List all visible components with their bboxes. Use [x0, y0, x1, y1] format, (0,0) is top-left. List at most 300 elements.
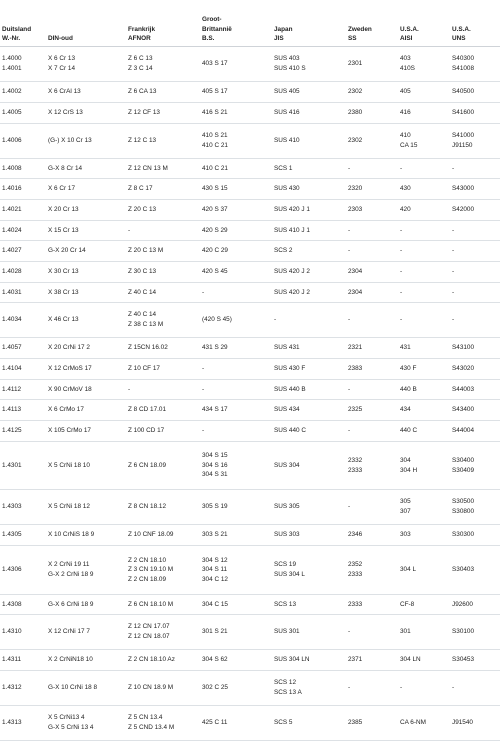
cell-value: 304 S 11	[202, 566, 228, 574]
cell-value: G-X 2 CrNi 18 9	[48, 571, 94, 578]
table-body	[0, 47, 500, 741]
cell-value: Z 6 C 13	[128, 55, 153, 63]
cell-value: -	[400, 226, 403, 234]
cell-value: (420 S 45)	[202, 316, 232, 324]
header-din-oud	[46, 0, 126, 47]
cell-value: 305 S 19	[202, 503, 228, 511]
cell-ss	[346, 380, 398, 400]
cell-bs	[200, 303, 272, 338]
cell-value: -	[348, 503, 351, 511]
header-row	[0, 0, 500, 47]
cell-uns	[450, 241, 500, 262]
cell-ss	[346, 47, 398, 82]
cell-jis	[272, 615, 346, 650]
cell-ss	[346, 241, 398, 262]
cell-jis	[272, 262, 346, 283]
cell-din-oud	[46, 546, 126, 595]
cell-value: J91150	[452, 142, 473, 149]
cell-aisi	[398, 47, 450, 82]
cell-value: 430 S 15	[202, 185, 228, 193]
table-row	[0, 124, 500, 159]
cell-value: Z 12 CN 17.07	[128, 623, 170, 631]
table-row	[0, 103, 500, 124]
cell-value: 420 C 29	[202, 247, 228, 255]
cell-value: X 10 CrNiS 18 9	[48, 531, 95, 539]
cell-ss	[346, 103, 398, 124]
cell-aisi	[398, 546, 450, 595]
cell-werkstoff-nr	[0, 47, 46, 82]
cell-werkstoff-nr	[0, 124, 46, 159]
cell-uns	[450, 359, 500, 380]
cell-value: 1.4104	[2, 365, 22, 373]
cell-werkstoff-nr	[0, 595, 46, 615]
cell-aisi	[398, 221, 450, 241]
cell-value: X 6 CrMo 17	[48, 406, 84, 414]
cell-werkstoff-nr	[0, 615, 46, 650]
table-row	[0, 525, 500, 546]
cell-value: 403	[400, 55, 411, 63]
cell-bs	[200, 546, 272, 595]
cell-value: Z 8 CD 17.01	[128, 406, 167, 414]
cell-uns	[450, 615, 500, 650]
cell-ss	[346, 650, 398, 671]
cell-afnor	[126, 595, 200, 615]
cell-value: 2332	[348, 456, 363, 464]
cell-bs	[200, 595, 272, 615]
cell-value: Z 8 C 17	[128, 185, 153, 193]
cell-jis	[272, 671, 346, 706]
cell-jis	[272, 525, 346, 546]
cell-value: SCS 19	[274, 561, 297, 569]
cell-value: -	[400, 247, 403, 255]
cell-value: 416 S 21	[202, 109, 228, 117]
cell-value: 1.4005	[2, 109, 22, 117]
cell-bs	[200, 650, 272, 671]
cell-value: 1.4057	[2, 344, 22, 352]
cell-value: 403 S 17	[202, 60, 228, 68]
cell-value: Z 40 C 14	[128, 311, 157, 319]
cell-ss	[346, 179, 398, 200]
cell-value: 430	[400, 185, 411, 193]
cell-value: 410 C 21	[202, 164, 228, 172]
cell-ss	[346, 303, 398, 338]
cell-din-oud	[46, 82, 126, 103]
header-label: Brittannië	[202, 25, 232, 33]
cell-value: Z 2 CN 18.10	[128, 556, 167, 564]
cell-value: S44004	[452, 427, 475, 435]
cell-value: SUS 410	[274, 137, 300, 145]
cell-din-oud	[46, 221, 126, 241]
cell-value: -	[348, 684, 351, 692]
cell-ss	[346, 421, 398, 442]
cell-bs	[200, 338, 272, 359]
cell-value: X 2 CrNiN18 10	[48, 656, 93, 664]
cell-din-oud	[46, 159, 126, 179]
cell-value: 431 S 29	[202, 344, 228, 352]
cell-werkstoff-nr	[0, 671, 46, 706]
cell-value: 303 S 21	[202, 531, 228, 539]
cell-value: Z 3 CN 19.10 M	[128, 566, 174, 574]
cell-value: X 6 Cr 13	[48, 55, 75, 63]
cell-value: SUS 304 L	[274, 571, 305, 578]
cell-jis	[272, 595, 346, 615]
cell-bs	[200, 359, 272, 380]
cell-value: S43400	[452, 406, 475, 414]
cell-bs	[200, 124, 272, 159]
cell-value: (G-) X 10 Cr 13	[48, 137, 92, 145]
cell-din-oud	[46, 615, 126, 650]
cell-value: 304 S 62	[202, 656, 228, 664]
cell-uns	[450, 103, 500, 124]
cell-value: Z 5 CND 13.4 M	[128, 724, 175, 731]
cell-value: 304 S 15	[202, 452, 228, 460]
cell-aisi	[398, 671, 450, 706]
cell-ss	[346, 546, 398, 595]
header-label: Japan	[274, 25, 293, 33]
cell-value: 416	[400, 109, 411, 117]
cell-din-oud	[46, 241, 126, 262]
cell-din-oud	[46, 179, 126, 200]
cell-aisi	[398, 595, 450, 615]
cell-jis	[272, 442, 346, 490]
cell-aisi	[398, 380, 450, 400]
cell-value: 1.4311	[2, 656, 22, 664]
cell-value: Z 30 C 13	[128, 268, 157, 276]
cell-aisi	[398, 442, 450, 490]
cell-din-oud	[46, 706, 126, 741]
cell-value: 2352	[348, 561, 363, 569]
cell-jis	[272, 159, 346, 179]
cell-value: -	[202, 427, 205, 435]
cell-uns	[450, 650, 500, 671]
cell-uns	[450, 380, 500, 400]
cell-aisi	[398, 262, 450, 283]
header-label: AFNOR	[128, 35, 151, 43]
cell-aisi	[398, 421, 450, 442]
cell-aisi	[398, 159, 450, 179]
cell-value: SUS 403	[274, 55, 300, 63]
cell-value: S30300	[452, 531, 475, 539]
cell-value: 2303	[348, 206, 363, 214]
header-bs	[200, 0, 272, 47]
cell-value: 304 H	[400, 466, 418, 474]
table-row	[0, 200, 500, 221]
cell-value: Z 6 CA 13	[128, 88, 157, 96]
cell-jis	[272, 380, 346, 400]
cell-value: S41000	[452, 132, 475, 140]
cell-value: X 5 CrNi 18 10	[48, 461, 90, 469]
cell-value: 1.4031	[2, 288, 22, 296]
cell-afnor	[126, 615, 200, 650]
cell-ss	[346, 490, 398, 525]
cell-value: -	[202, 365, 205, 373]
cell-jis	[272, 179, 346, 200]
cell-uns	[450, 442, 500, 490]
cell-value: X 12 CrMoS 17	[48, 365, 92, 373]
cell-bs	[200, 221, 272, 241]
cell-value: SUS 420 J 1	[274, 206, 310, 214]
cell-value: -	[400, 268, 403, 276]
cell-din-oud	[46, 442, 126, 490]
cell-value: -	[202, 385, 205, 393]
header-uns	[450, 0, 500, 47]
cell-bs	[200, 159, 272, 179]
cell-bs	[200, 421, 272, 442]
cell-value: Z 2 CN 18.09	[128, 575, 167, 583]
cell-afnor	[126, 706, 200, 741]
header-werkstoff-nr	[0, 0, 46, 47]
cell-value: SUS 416	[274, 109, 300, 117]
cell-value: Z 10 CN 18.9 M	[128, 684, 174, 692]
cell-value: X 38 Cr 13	[48, 288, 79, 296]
cell-value: -	[452, 268, 455, 276]
table-row	[0, 442, 500, 490]
cell-value: SUS 410 S	[274, 65, 306, 72]
cell-werkstoff-nr	[0, 421, 46, 442]
table-row	[0, 615, 500, 650]
cell-value: -	[274, 316, 277, 324]
cell-value: Z 10 CNF 18.09	[128, 531, 174, 539]
cell-bs	[200, 400, 272, 421]
cell-bs	[200, 490, 272, 525]
cell-werkstoff-nr	[0, 179, 46, 200]
cell-jis	[272, 200, 346, 221]
cell-value: 1.4306	[2, 566, 22, 574]
cell-value: 420	[400, 206, 411, 214]
cell-jis	[272, 124, 346, 159]
cell-value: S43100	[452, 344, 475, 352]
table-row	[0, 82, 500, 103]
header-label: U.S.A.	[452, 25, 471, 33]
cell-werkstoff-nr	[0, 490, 46, 525]
table-row	[0, 303, 500, 338]
cell-uns	[450, 671, 500, 706]
cell-afnor	[126, 380, 200, 400]
cell-value: 304 L	[400, 566, 416, 574]
table-row	[0, 338, 500, 359]
cell-value: 420 S 45	[202, 268, 228, 276]
cell-afnor	[126, 283, 200, 303]
cell-value: S40500	[452, 88, 475, 96]
cell-value: 304 S 31	[202, 471, 228, 479]
cell-jis	[272, 103, 346, 124]
cell-value: X 2 CrNi 19 11	[48, 561, 90, 569]
cell-value: Z 12 CN 18.07	[128, 633, 170, 640]
cell-value: Z 12 C 13	[128, 137, 157, 145]
cell-value: 440 C	[400, 427, 418, 435]
cell-jis	[272, 546, 346, 595]
cell-value: 420 S 29	[202, 226, 228, 234]
cell-value: 301 S 21	[202, 628, 228, 636]
cell-afnor	[126, 103, 200, 124]
cell-bs	[200, 615, 272, 650]
header-label: DIN-oud	[48, 35, 73, 43]
cell-bs	[200, 82, 272, 103]
cell-value: X 7 Cr 14	[48, 65, 75, 72]
table-row	[0, 706, 500, 741]
cell-value: SCS 13	[274, 600, 297, 608]
cell-value: 1.4027	[2, 247, 22, 255]
cell-ss	[346, 159, 398, 179]
cell-value: Z 6 CN 18.10 M	[128, 600, 174, 608]
cell-ss	[346, 595, 398, 615]
cell-bs	[200, 283, 272, 303]
cell-aisi	[398, 303, 450, 338]
cell-ss	[346, 671, 398, 706]
cell-value: 1.4001	[2, 65, 22, 72]
cell-value: 304 C 12	[202, 575, 228, 583]
cell-value: S30500	[452, 498, 475, 506]
cell-value: 2304	[348, 288, 363, 296]
cell-value: 1.4006	[2, 137, 22, 145]
cell-value: Z 20 C 13	[128, 206, 157, 214]
cell-value: S43020	[452, 365, 475, 373]
cell-uns	[450, 595, 500, 615]
cell-aisi	[398, 179, 450, 200]
cell-bs	[200, 671, 272, 706]
cell-werkstoff-nr	[0, 546, 46, 595]
cell-bs	[200, 262, 272, 283]
cell-value: Z 2 CN 18.10 Az	[128, 656, 175, 664]
cell-afnor	[126, 262, 200, 283]
cell-value: -	[348, 385, 351, 393]
cell-din-oud	[46, 400, 126, 421]
cell-value: SUS 420 J 2	[274, 288, 310, 296]
cell-value: -	[452, 316, 455, 324]
cell-uns	[450, 546, 500, 595]
cell-uns	[450, 82, 500, 103]
cell-ss	[346, 338, 398, 359]
cell-value: 1.4310	[2, 628, 22, 636]
cell-value: 434	[400, 406, 411, 414]
table-row	[0, 650, 500, 671]
cell-din-oud	[46, 525, 126, 546]
cell-value: Z 8 CN 18.12	[128, 503, 167, 511]
cell-afnor	[126, 200, 200, 221]
cell-aisi	[398, 706, 450, 741]
cell-value: 425 C 11	[202, 719, 228, 727]
cell-uns	[450, 525, 500, 546]
cell-bs	[200, 442, 272, 490]
cell-value: 305	[400, 498, 411, 506]
cell-value: 405 S 17	[202, 88, 228, 96]
cell-value: X 30 Cr 13	[48, 268, 79, 276]
table-row	[0, 159, 500, 179]
cell-uns	[450, 159, 500, 179]
table-row	[0, 221, 500, 241]
header-ss	[346, 0, 398, 47]
cell-value: X 6 Cr 17	[48, 185, 75, 193]
cell-value: 1.4305	[2, 531, 22, 539]
cell-din-oud	[46, 283, 126, 303]
cell-ss	[346, 221, 398, 241]
table-row	[0, 283, 500, 303]
cell-value: S43000	[452, 185, 475, 193]
cell-value: 304 S 16	[202, 461, 228, 469]
cell-uns	[450, 706, 500, 741]
cell-value: SUS 305	[274, 503, 300, 511]
cell-value: 1.4000	[2, 55, 22, 63]
cell-uns	[450, 490, 500, 525]
cell-afnor	[126, 359, 200, 380]
cell-value: J92600	[452, 600, 473, 608]
cell-jis	[272, 283, 346, 303]
cell-aisi	[398, 400, 450, 421]
cell-value: J91540	[452, 719, 473, 727]
table-row	[0, 400, 500, 421]
cell-uns	[450, 47, 500, 82]
table-row	[0, 380, 500, 400]
cell-werkstoff-nr	[0, 706, 46, 741]
cell-value: 302 C 25	[202, 684, 228, 692]
cell-value: S30400	[452, 456, 475, 464]
cell-jis	[272, 221, 346, 241]
cell-aisi	[398, 241, 450, 262]
table-row	[0, 262, 500, 283]
cell-aisi	[398, 615, 450, 650]
cell-afnor	[126, 338, 200, 359]
cell-werkstoff-nr	[0, 303, 46, 338]
cell-value: 410 S 21	[202, 132, 228, 140]
cell-value: 304	[400, 456, 411, 464]
cell-value: G-X 6 CrNi 18 9	[48, 600, 94, 608]
cell-value: 304 LN	[400, 656, 421, 664]
cell-uns	[450, 283, 500, 303]
cell-werkstoff-nr	[0, 525, 46, 546]
cell-value: 2385	[348, 719, 363, 727]
cell-aisi	[398, 82, 450, 103]
cell-value: Z 6 CN 18.09	[128, 461, 167, 469]
header-label: SS	[348, 35, 357, 43]
cell-value: X 5 CrNi13 4	[48, 714, 85, 722]
cell-uns	[450, 179, 500, 200]
cell-afnor	[126, 82, 200, 103]
cell-value: -	[348, 247, 351, 255]
cell-value: S30409	[452, 466, 475, 474]
cell-afnor	[126, 303, 200, 338]
cell-value: -	[348, 427, 351, 435]
cell-value: SCS 1	[274, 164, 293, 172]
cell-value: Z 15CN 16.02	[128, 344, 168, 352]
cell-afnor	[126, 159, 200, 179]
cell-uns	[450, 262, 500, 283]
cell-din-oud	[46, 650, 126, 671]
cell-value: 2302	[348, 88, 363, 96]
cell-value: SUS 405	[274, 88, 300, 96]
cell-werkstoff-nr	[0, 262, 46, 283]
cell-afnor	[126, 421, 200, 442]
cell-ss	[346, 82, 398, 103]
cell-afnor	[126, 442, 200, 490]
cell-value: 1.4028	[2, 268, 22, 276]
cell-werkstoff-nr	[0, 338, 46, 359]
cell-jis	[272, 82, 346, 103]
cell-value: G-X 10 CrNi 18 8	[48, 684, 98, 692]
cell-din-oud	[46, 200, 126, 221]
cell-ss	[346, 525, 398, 546]
cell-din-oud	[46, 338, 126, 359]
cell-ss	[346, 124, 398, 159]
cell-value: 410S	[400, 65, 415, 72]
cell-value: Z 5 CN 13.4	[128, 714, 163, 722]
cell-werkstoff-nr	[0, 650, 46, 671]
header-jis	[272, 0, 346, 47]
cell-afnor	[126, 525, 200, 546]
cell-value: 1.4008	[2, 164, 22, 172]
cell-werkstoff-nr	[0, 359, 46, 380]
header-label: U.S.A.	[400, 25, 419, 33]
cell-value: 2325	[348, 406, 363, 414]
